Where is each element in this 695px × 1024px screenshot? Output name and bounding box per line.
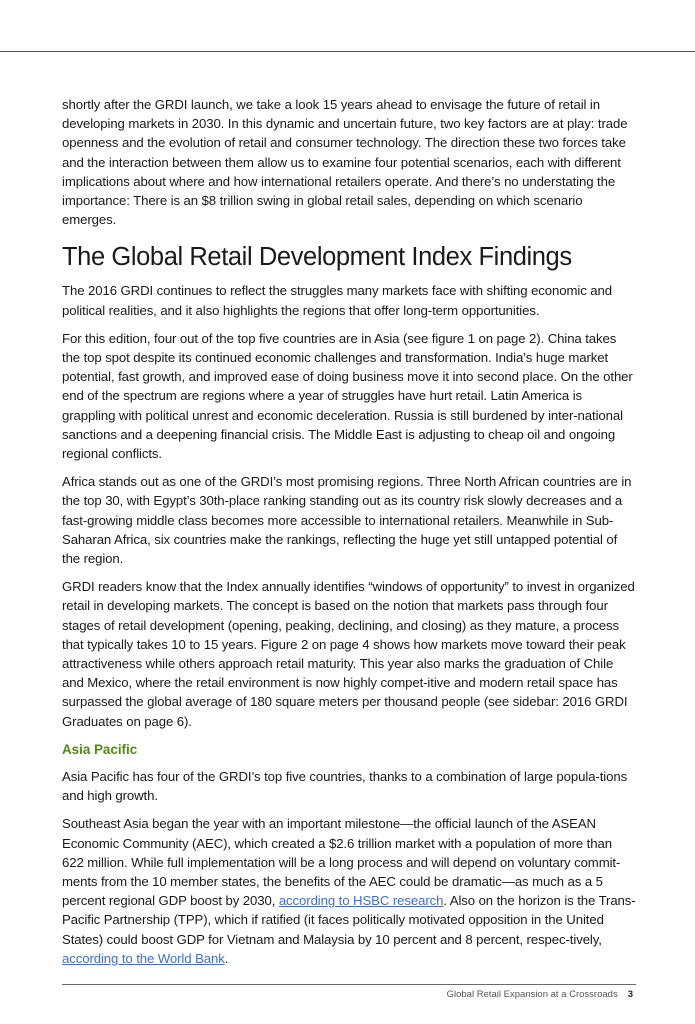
asia-pacific-heading: Asia Pacific: [62, 741, 138, 757]
section-paragraph-4: GRDI readers know that the Index annually identifies “windows of opportunity” to invest in organized retail in developing markets. The concept is based on the notion that markets pass through four stages of retail development (opening, peaking, declining, and closing) as they mature, a process that typically takes 10 to 15 years. Figure 2 on page 4 shows how markets move toward their peak attractiveness while others approach retail maturity. This year also marks the graduation of Chile and Mexico, where the retail environment is now highly compet-itive and modern retail space has surpassed the global average of 180 square meters per thousand people (see sidebar: 2016 GRDI Graduates on page 6).: [62, 579, 635, 729]
asia-paragraph-2-text-b: . Also on the horizon is the Trans-Pacific Partnership (TPP), which if ratified (it faces politically motivated opposition in the United States) could boost GDP for Vietnam and Malaysia by 10 percent and 8 percent, respec-tively,: [62, 893, 636, 947]
page-footer: [447, 989, 633, 1000]
asia-paragraph-2: [62, 814, 636, 968]
asia-paragraph-2-text-a: Southeast Asia began the year with an important milestone—the official launch of the ASEAN Economic Community (AEC), which created a $2.6 trillion market with a population of more than 622 million. While full implementation will be a long process and will depend on voluntary commit-ments from the 10 member states, the benefits of the AEC could be dramatic—as much as a 5 percent regional GDP boost by 2030,: [62, 816, 621, 909]
intro-paragraph: shortly after the GRDI launch, we take a look 15 years ahead to envisage the future of retail in developing markets in 2030. In this dynamic and uncertain future, two key factors are at play: trade openness and the evolution of retail and consumer technology. The direction these two forces take and the interaction between them allow us to examine four potential scenarios, each with different implications about where and how international retailers operate. And there’s no understating the importance: There is an $8 trillion swing in global retail sales, depending on which scenario emerges.: [62, 97, 628, 228]
header-divider: [0, 51, 695, 52]
section-paragraph-3: Africa stands out as one of the GRDI’s most promising regions. Three North African countries are in the top 30, with Egypt’s 30th-place ranking standing out as its country risk slowly decreases and a fast-growing middle class becomes more accessible to international retailers. Meanwhile in Sub-Saharan Africa, six countries make the rankings, reflecting the huge yet still untapped potential of the region.: [62, 474, 632, 567]
hsbc-research-link[interactable]: according to HSBC research: [278, 893, 444, 909]
page-number: 3: [627, 989, 633, 1000]
footer-title: Global Retail Expansion at a Crossroads: [446, 989, 618, 1000]
world-bank-link[interactable]: according to the World Bank: [62, 950, 225, 966]
section-heading: The Global Retail Development Index Findings: [62, 243, 572, 272]
section-paragraph-2: For this edition, four out of the top five countries are in Asia (see figure 1 on page 2). China takes the top spot despite its continued economic challenges and transformation. India’s huge market potential, fast growth, and improved ease of doing business move it into second place. On the other end of the spectrum are regions where a year of struggles have hurt retail. Latin America is grappling with political unrest and economic deceleration. Russia is still burdened by inter-national sanctions and a deepening financial crisis. The Middle East is adjusting to cheap oil and ongoing regional conflicts.: [62, 330, 633, 462]
section-paragraph-1: The 2016 GRDI continues to reflect the struggles many markets face with shifting economic and political realities, and it also highlights the regions that offer long-term opportunities.: [62, 283, 612, 318]
page-body: [62, 95, 636, 977]
asia-paragraph-2-text-c: .: [224, 950, 229, 966]
asia-paragraph-1: Asia Pacific has four of the GRDI’s top five countries, thanks to a combination of large popula-tions and high growth.: [62, 768, 628, 804]
footer-divider: [62, 984, 636, 985]
